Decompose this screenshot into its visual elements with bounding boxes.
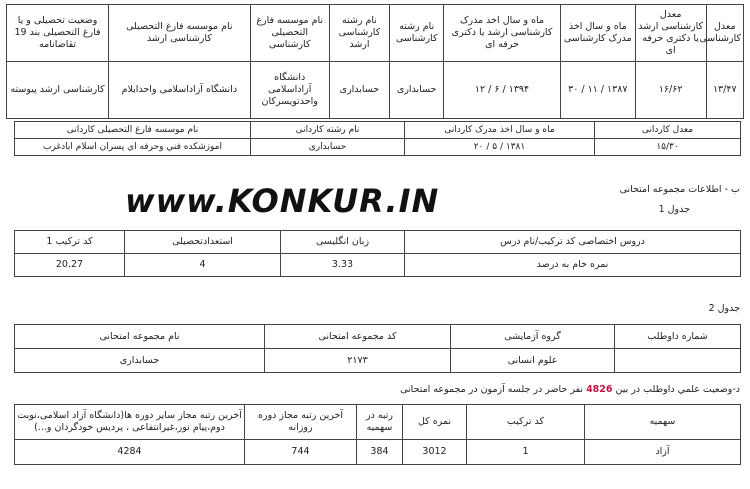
table-row — [15, 254, 741, 277]
table-cell: ۱۶/۶۲ — [635, 62, 706, 119]
rank-table — [14, 404, 741, 465]
table-header-cell: سهمیه — [585, 405, 741, 440]
table-cell: ۱۳۸۷ / ۱۱ / ۳۰ — [560, 62, 635, 119]
table-cell: 3012 — [403, 440, 467, 465]
bachelor-master-table — [6, 4, 744, 119]
table-header-cell: معدل کاردانی — [595, 122, 741, 139]
table-cell: حسابداری — [329, 62, 389, 119]
section-d-text-before: د-وضعیت علمي داوطلب در بین — [615, 384, 740, 395]
table-2-label: جدول 2 — [708, 303, 740, 314]
table-cell: علوم انسانی — [451, 349, 615, 373]
table-header-row — [15, 122, 741, 139]
table-header-cell: نام مجموعه امتحانی — [15, 325, 265, 349]
section-b-title: ب - اطلاعات مجموعه امتحانی — [619, 184, 740, 195]
table-cell: آزاد — [585, 440, 741, 465]
table-cell: اموزشکده فني وحرفه اي پسران اسلام ابادغرب — [15, 139, 251, 156]
table-cell: 4284 — [15, 440, 245, 465]
table-row — [15, 440, 741, 465]
table-cell: ۱۳۹۴ / ۶ / ۱۲ — [444, 62, 561, 119]
table-header-row — [15, 405, 741, 440]
table-header-row — [15, 325, 741, 349]
table-header-cell: آخرین رتبه مجاز دوره روزانه — [245, 405, 357, 440]
table-cell: دانشگاه آزاداسلامی واحدایلام — [109, 62, 251, 119]
table-cell: حسابداری — [15, 349, 265, 373]
table-cell: ۱۵/۳۰ — [595, 139, 741, 156]
table-header-cell: نام رشته کارشناسی — [390, 5, 444, 62]
watermark-text: www.KONKUR.IN — [125, 182, 440, 220]
table-row — [7, 62, 744, 119]
table-header-row — [15, 231, 741, 254]
table-cell: حسابداری — [251, 139, 405, 156]
table-cell: 4 — [125, 254, 281, 277]
table-cell: 20.27 — [15, 254, 125, 277]
table-header-row — [7, 5, 744, 62]
table-header-cell: استعدادتحصیلی — [125, 231, 281, 254]
table-header-cell: ماه و سال اخذ مدرک کارشناسی — [560, 5, 635, 62]
score-table — [14, 230, 741, 277]
table-header-cell: گروه آزمایشی — [451, 325, 615, 349]
table-1-label: جدول 1 — [658, 204, 690, 215]
table-row — [15, 349, 741, 373]
table-header-cell: کد مجموعه امتحانی — [265, 325, 451, 349]
table-header-cell: زبان انگلیسی — [281, 231, 405, 254]
table-header-cell: ماه و سال اخذ مدرک کاردانی — [405, 122, 595, 139]
table-header-cell: نام موسسه فارغ التحصیلی کاردانی — [15, 122, 251, 139]
table-cell: ۲۱۷۳ — [265, 349, 451, 373]
table-cell — [615, 349, 741, 373]
table-header-cell: آخرین رتبه مجاز سایر دوره ها(دانشگاه آزاد اسلامی،نوبت دوم،پیام نور،غیرانتفاعی ، پردیس خودگردان و...) — [15, 405, 245, 440]
table-header-cell: نام رشته کاردانی — [251, 122, 405, 139]
table-header-cell: دروس اختصاصی کد ترکیب/نام درس — [405, 231, 741, 254]
table-cell: 1 — [467, 440, 585, 465]
table-header-cell: نام موسسه فارغ التحصیلی کارشناسی ارشد — [109, 5, 251, 62]
table-header-cell: ماه و سال اخذ مدرک کارشناسی ارشد یا دکتری حرفه ای — [444, 5, 561, 62]
table-row-label: نمره خام به درصد — [405, 254, 741, 277]
table-row — [15, 139, 741, 156]
section-d-title — [400, 384, 740, 395]
table-header-cell: رتبه در سهمیه — [357, 405, 403, 440]
table-header-cell: شماره داوطلب — [615, 325, 741, 349]
table-cell: 744 — [245, 440, 357, 465]
table-header-cell: معدل کارشناسی ارشد یا دکتری حرفه ای — [635, 5, 706, 62]
table-cell: 3.33 — [281, 254, 405, 277]
section-d-text-after: نفر حاضر در جلسه آزمون در مجموعه امتحانی — [400, 384, 584, 395]
participant-count: 4826 — [586, 384, 613, 395]
table-header-cell: نمره کل — [403, 405, 467, 440]
table-header-cell: نام موسسه فارغ التحصیلی کارشناسی — [250, 5, 329, 62]
table-header-cell: نام رشته کارشناسی ارشد — [329, 5, 389, 62]
table-header-cell: کد ترکیب 1 — [15, 231, 125, 254]
table-cell: دانشگاه آزاداسلامی واحدتویسرکان — [250, 62, 329, 119]
table-cell: ۱۳/۴۷ — [706, 62, 743, 119]
table-cell: ۱۳۸۱ / ۵ / ۲۰ — [405, 139, 595, 156]
table-cell: 384 — [357, 440, 403, 465]
table-cell: کارشناسی ارشد پیوسته — [7, 62, 109, 119]
exam-group-table — [14, 324, 741, 373]
associate-degree-table — [14, 121, 741, 156]
table-header-cell: وضعیت تحصیلی و یا فارغ التحصیلی بند 19 تقاضانامه — [7, 5, 109, 62]
table-cell: حسابداری — [390, 62, 444, 119]
table-header-cell: معدل کارشناسی — [706, 5, 743, 62]
table-header-cell: کد ترکیب — [467, 405, 585, 440]
